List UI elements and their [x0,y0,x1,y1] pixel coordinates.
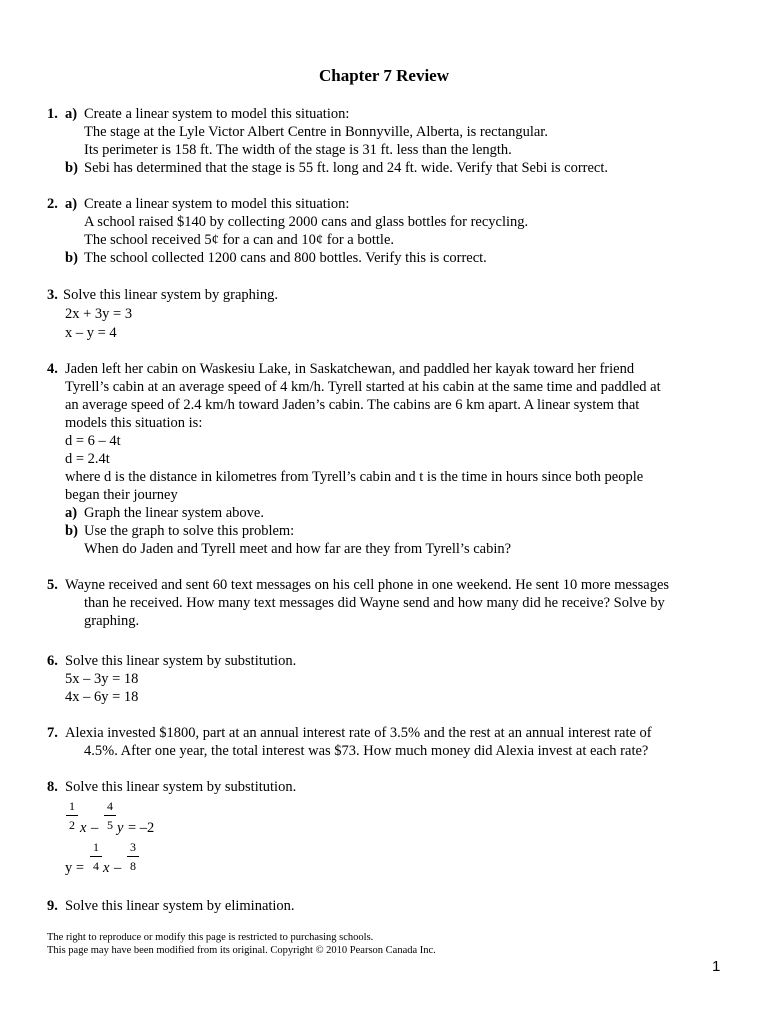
equation: 2x + 3y = 3 [65,306,133,322]
question-text: began their journey [65,487,178,503]
question-text: Sebi has determined that the stage is 55 ft. long and 24 ft. wide. Verify that Sebi is correct. [84,160,609,176]
question-text: Solve this linear system by substitution. [65,779,297,795]
fraction-numerator: 1 [69,799,75,813]
question-text: Its perimeter is 158 ft. The width of the stage is 31 ft. less than the length. [84,142,512,158]
question-number: 2. [47,196,58,212]
question-number: 1. [47,106,58,122]
question-text: Alexia invested $1800, part at an annual interest rate of 3.5% and the rest at an annual interest rate of [65,725,652,741]
question-text: models this situation is: [65,415,203,431]
question-text: The school received 5¢ for a can and 10¢ for a bottle. [84,232,395,248]
question-number: 4. [47,361,58,377]
question-text: graphing. [84,613,140,629]
question-text: Graph the linear system above. [84,505,264,521]
part-label: b) [65,160,78,176]
page-title: Chapter 7 Review [319,66,449,85]
variable: x [103,860,110,876]
fraction-denominator: 4 [93,859,99,873]
question-text: where d is the distance in kilometres from Tyrell’s cabin and t is the time in hours since both people [65,469,644,485]
fraction-denominator: 2 [69,818,75,832]
equation-rhs: = –2 [128,820,155,836]
operator: – [91,820,99,836]
question-text: Tyrell’s cabin at an average speed of 4 km/h. Tyrell started at his cabin at the same time and paddled at [65,379,661,395]
question-text: When do Jaden and Tyrell meet and how far are they from Tyrell’s cabin? [84,541,512,557]
fraction-bar [90,856,102,857]
fraction-numerator: 1 [93,840,99,854]
question-text: The stage at the Lyle Victor Albert Centre in Bonnyville, Alberta, is rectangular. [84,124,548,140]
question-text: an average speed of 2.4 km/h toward Jaden’s cabin. The cabins are 6 km apart. A linear system that [65,397,640,413]
question-number: 9. [47,898,58,914]
variable: x [80,820,87,836]
page-number: 1 [712,958,721,975]
question-text: Wayne received and sent 60 text messages on his cell phone in one weekend. He sent 10 more messages [65,577,670,593]
question-text: Solve this linear system by substitution. [65,653,297,669]
question-text: A school raised $140 by collecting 2000 cans and glass bottles for recycling. [84,214,529,230]
variable: y [117,820,124,836]
part-label: a) [65,505,78,521]
operator: – [114,860,122,876]
part-label: b) [65,523,78,539]
question-text: Create a linear system to model this situation: [84,106,350,122]
question-number: 5. [47,577,58,593]
question-number: 6. [47,653,58,669]
fraction-numerator: 4 [107,799,113,813]
question-text: than he received. How many text messages did Wayne send and how many did he receive? Solve by [84,595,665,611]
question-text: Create a linear system to model this situation: [84,196,350,212]
part-label: a) [65,196,78,212]
fraction-bar [127,856,139,857]
equation: d = 2.4t [65,451,110,467]
question-text: Jaden left her cabin on Waskesiu Lake, in Saskatchewan, and paddled her kayak toward her friend [65,361,635,377]
part-label: b) [65,250,78,266]
question-text: Use the graph to solve this problem: [84,523,295,539]
question-number: 3. [47,287,58,303]
equation-lhs: y = [65,860,85,876]
fraction-denominator: 8 [130,859,136,873]
fraction-bar [104,815,116,816]
fraction-bar [66,815,78,816]
fraction-numerator: 3 [130,840,136,854]
equation: 5x – 3y = 18 [65,671,139,687]
question-text: 4.5%. After one year, the total interest was $73. How much money did Alexia invest at each rate? [84,743,649,759]
equation: 4x – 6y = 18 [65,689,139,705]
question-text: Solve this linear system by graphing. [63,287,279,303]
footer-copyright: This page may have been modified from its original. Copyright © 2010 Pearson Canada Inc. [47,945,436,956]
question-number: 7. [47,725,58,741]
equation: d = 6 – 4t [65,433,121,449]
question-number: 8. [47,779,58,795]
question-text: Solve this linear system by elimination. [65,898,295,914]
fraction-denominator: 5 [107,818,113,832]
part-label: a) [65,106,78,122]
question-text: The school collected 1200 cans and 800 bottles. Verify this is correct. [84,250,487,266]
equation: x – y = 4 [65,325,117,341]
footer-rights-notice: The right to reproduce or modify this page is restricted to purchasing schools. [47,932,374,943]
